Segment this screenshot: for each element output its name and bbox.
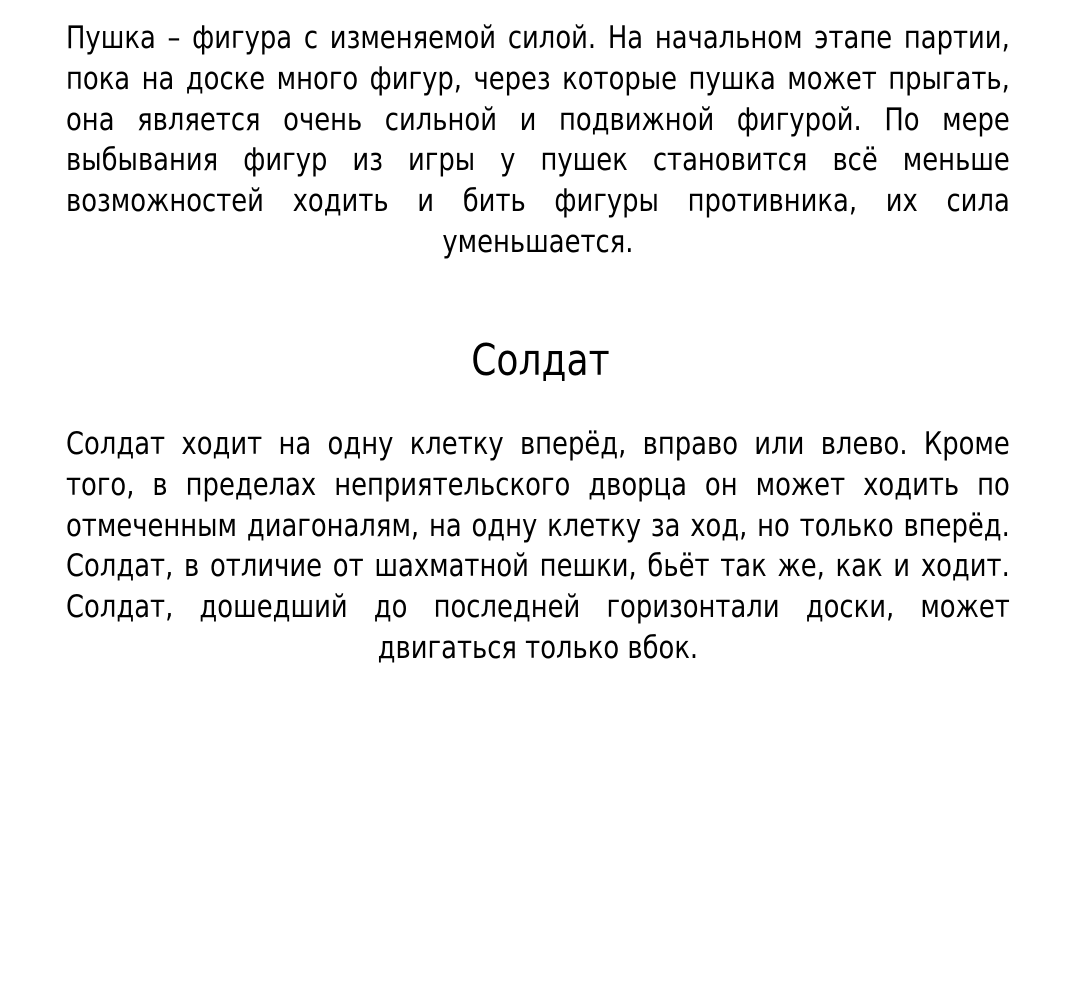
soldier-paragraph: Солдат ходит на одну клетку вперёд, вправо или влево. Кроме того, в пределах неприятельского дворца он может ходить по отмеченным диагоналям, на одну клетку за ход, но только вперёд. Солдат, в отличие от шахматной пешки, бьёт так же, как и ходит. Солдат, дошедший до последней горизонтали доски, может двигаться только вбок. bbox=[66, 426, 1010, 666]
cannon-paragraph: Пушка – фигура с изменяемой силой. На начальном этапе партии, пока на доске много фигур, через которые пушка может прыгать, она является очень сильной и подвижной фигурой. По мере выбывания фигур из игры у пушек становится всё меньше возможностей ходить и бить фигуры противника, их сила уменьшается. bbox=[66, 20, 1010, 260]
soldier-heading bbox=[0, 334, 1080, 388]
soldier-heading-text: Солдат bbox=[470, 335, 610, 386]
